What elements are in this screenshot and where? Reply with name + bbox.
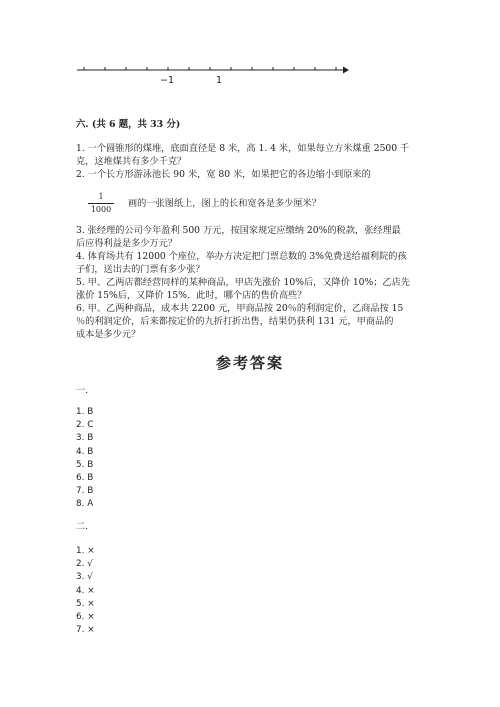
number-line-label-neg1: −1 (160, 75, 175, 86)
answer-item: 5. × (76, 598, 95, 609)
answer-item: 7. × (76, 625, 95, 636)
question-line: 画的一张图纸上，图上的长和宽各是多少厘米？ (128, 198, 321, 209)
answer-item: 4. B (76, 446, 94, 457)
answers-title: 参考答案 (215, 354, 284, 372)
answer-item: 6. B (76, 473, 94, 484)
question-line: 克，这堆煤共有多少千克？ (76, 156, 187, 167)
answers-section-one-heading: 一. (76, 385, 89, 396)
answer-item: 8. A (76, 499, 94, 510)
answer-item: 5. B (76, 459, 94, 470)
answer-item: 6. × (76, 612, 95, 623)
fraction (88, 192, 114, 215)
question-line: 子们，送出去的门票有多少张？ (76, 264, 205, 275)
answer-item: 2. √ (76, 559, 93, 570)
question-line: 2. 一个长方形游泳池长 90 米，宽 80 米，如果把它的各边缩小到原来的 (76, 169, 371, 180)
answer-item: 1. B (76, 407, 94, 417)
question-line: 6. 甲、乙两种商品，成本共 2200 元，甲商品按 20％的利润定价，乙商品按 15 (76, 303, 404, 314)
answer-item: 7. B (76, 486, 94, 497)
question-line: 3. 张经理的公司今年盈利 500 万元，按国家规定应缴纳 20%的税款，张经理最 (76, 225, 401, 236)
question-line: ％的利润定价，后来都按定价的九折打折出售，结果仍获利 131 元，甲商品的 (76, 316, 394, 327)
question-line: 成本是多少元？ (76, 329, 141, 340)
answer-item: 3. B (76, 433, 94, 444)
number-line-label-1: 1 (216, 75, 223, 86)
section-six-heading: 六. (共 6 题，共 33 分) (76, 119, 181, 130)
answers-section-two-heading: 二. (76, 521, 89, 532)
question-line: 4. 体育场共有 12000 个座位，举办方决定把门票总数的 3%免费送给福利院的孩 (76, 251, 407, 262)
question-line: 涨价 15%后，又降价 15%．此时，哪个店的售价高些？ (76, 290, 307, 301)
fraction-numerator: 1 (98, 192, 104, 201)
fraction-bar (88, 203, 114, 204)
question-line: 5. 甲、乙两店都经营同样的某种商品，甲店先涨价 10%后，又降价 10%；乙店先 (76, 277, 410, 288)
fraction-denominator: 1000 (90, 205, 112, 214)
answers-section-two-list (76, 545, 95, 637)
number-line (0, 0, 500, 95)
answer-item: 3. √ (76, 572, 93, 583)
answers-section-one-list (76, 406, 93, 512)
question-line: 后应得利益是多少万元？ (76, 238, 178, 249)
answer-item: 4. × (76, 585, 95, 596)
answer-item: 1. × (76, 546, 95, 556)
answer-item: 2. C (76, 420, 94, 431)
question-line: 1. 一个圆锥形的煤堆，底面直径是 8 米，高 1. 4 米，如果每立方米煤重 2500 千 (76, 143, 410, 154)
